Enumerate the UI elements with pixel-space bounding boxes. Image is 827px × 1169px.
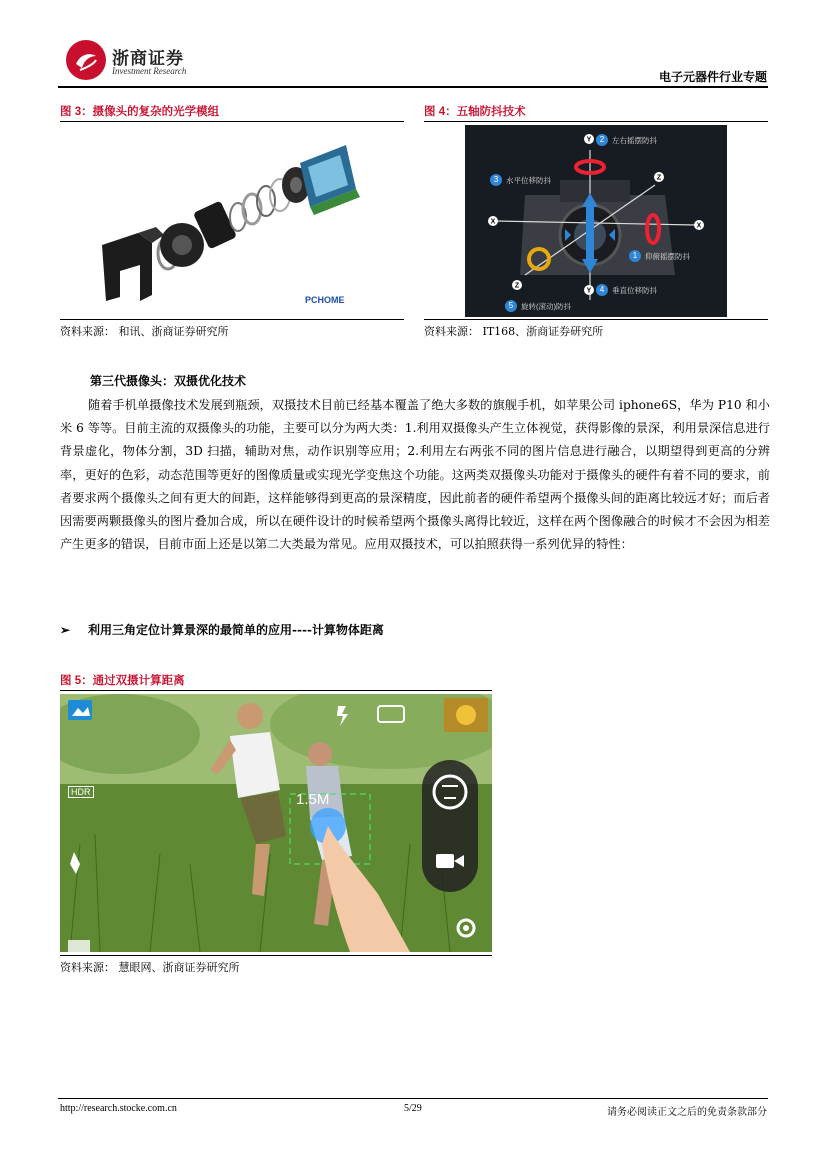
fig3-top-rule [60, 121, 404, 122]
svg-text:Y: Y [586, 287, 592, 295]
svg-text:Y: Y [586, 136, 592, 144]
svg-text:Z: Z [656, 174, 662, 182]
footer-disclaimer: 请务必阅读正文之后的免责条款部分 [607, 1107, 767, 1118]
fig4-bottom-rule [424, 319, 768, 320]
fig4-label-4: 垂直位移防抖 [612, 286, 657, 295]
fig4-title: 图 4：五轴防抖技术 [424, 106, 526, 118]
fig4-source: 资料来源： IT168、浙商证券研究所 [424, 325, 604, 338]
fig5-image-dual-camera-distance [60, 694, 492, 952]
footer-url[interactable]: http://research.stocke.com.cn [60, 1103, 177, 1114]
fig4-image-five-axis-stabilization: Y X Y X Z Z 2 左右摇摆防抖 3 水平位移防抖 1 仰俯摇摆防抖 4 垂直位移防抖 5 旋转(滚动)防抖 [465, 125, 727, 317]
fig3-bottom-rule [60, 319, 404, 320]
fig3-image-optical-module [60, 125, 404, 317]
fig4-label-5: 旋转(滚动)防抖 [521, 302, 571, 311]
logo-text: 浙商证券 [112, 49, 184, 68]
fig3-title: 图 3：摄像头的复杂的光学模组 [60, 106, 220, 118]
logo-subtext: Investment Research [112, 66, 187, 76]
fig3-watermark: PCHOME [305, 295, 345, 305]
fig3-source: 资料来源： 和讯、浙商证券研究所 [60, 325, 229, 338]
fig4-label-2: 左右摇摆防抖 [612, 136, 657, 145]
svg-text:X: X [696, 222, 702, 230]
header-divider [58, 86, 768, 88]
fig5-bottom-rule [60, 955, 492, 956]
footer-divider [58, 1098, 768, 1099]
body-paragraph: 随着手机单摄像技术发展到瓶颈，双摄技术目前已经基本覆盖了绝大多数的旗舰手机，如苹果公司 iphone6S，华为 P10 和小米 6 等等。目前主流的双摄像头的功能，主要可以分为两大类：1.利用双摄像头产生立体视觉，获得影像的景深，利用景深信息进行背景虚化，物体分割，3D 扫描，辅助对焦，动作识别等应用；2.利用左右两张不同的图片信息进行融合，以期望得到更高的分辨率，更好的色彩，动态范围等更好的图像质量或实现光学变焦这个功能。这两类双摄像头功能对于摄像头的硬件有着不同的要求，前者要求两个摄像头之间有更大的间距，这样能够得到更高的景深精度，因此前者的硬件希望两个摄像头间的距离比较远才好；而后者因需要两颗摄像头的图片叠加合成，所以在硬件设计的时候希望两个摄像头离得比较近，这样在两个图像融合的时候才不会因为相差产生更多的错误，目前市面上还是以第二大类最为常见。应用双摄技术，可以拍照获得一系列优异的特性： [60, 398, 770, 552]
page-number: 5/29 [404, 1103, 422, 1114]
svg-text:X: X [490, 218, 496, 226]
fig4-label-1: 仰俯摇摆防抖 [645, 252, 690, 261]
fig5-top-rule [60, 690, 492, 691]
fig4-label-3: 水平位移防抖 [506, 176, 551, 185]
svg-text:Z: Z [514, 282, 520, 290]
section-subheading: 第三代摄像头：双摄优化技术 [90, 374, 247, 388]
fig4-top-rule [424, 121, 768, 122]
logo-icon [66, 40, 106, 80]
fig5-title: 图 5：通过双摄计算距离 [60, 675, 185, 687]
bullet-item [60, 621, 384, 638]
bullet-arrow-icon: ➢ [60, 623, 71, 637]
bullet-text: 利用三角定位计算景深的最简单的应用----计算物体距离 [88, 623, 384, 637]
fig5-source: 资料来源： 慧眼网、浙商证券研究所 [60, 961, 240, 974]
report-title: 电子元器件行业专题 [658, 70, 767, 84]
hdr-icon: HDR [68, 786, 94, 798]
distance-readout: 1.5M [296, 791, 330, 808]
